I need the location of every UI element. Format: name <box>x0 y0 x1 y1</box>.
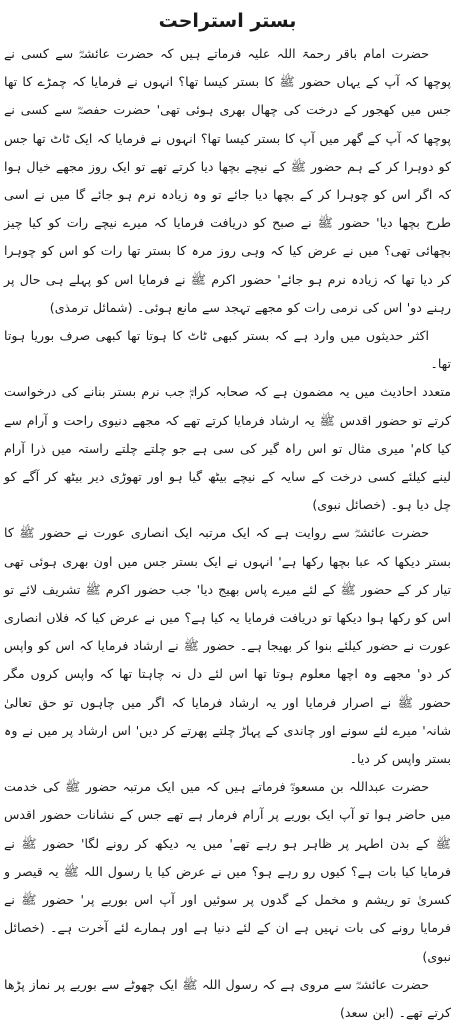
paragraph-imam-baqir: حضرت امام باقر رحمۃ اللہ علیہ فرماتے ہیں کہ حضرت عائشہؓ سے کسی نے پوچھا کہ آپ کے یہاں حضور ﷺ کا بستر کیسا تھا؟ انہوں نے فرمایا کہ چمڑے کا تھا جس میں کھجور کے درخت کی چھال بھری ہوئی تھی' حضرت حفصہؓ سے کسی نے پوچھا کہ آپ کے گھر میں آپ کا بستر کیسا تھا؟ انہوں نے فرمایا کہ ایک ٹاٹ تھا جس کو دوہرا کر کے ہم حضور ﷺ کے نیچے بچھا دیا کرتے تھے تو ایک روز مجھے خیال ہوا کہ اگر اس کو چوہرا کر کے بچھا دیا جائے تو وہ زیادہ نرم ہو جائے گا میں نے اسی طرح بچھا دیا' حضور ﷺ نے صبح کو دریافت فرمایا کہ میرے نیچے رات کو کیا چیز بچھائی تھی؟ میں نے عرض کیا کہ وہی روز مرہ کا بستر تھا رات کو اس کو چوہرا کر دیا تھا کہ زیادہ نرم ہو جائے' حضور اکرم ﷺ نے فرمایا اس کو پہلے ہی حال پر رہنے دو' اس کی نرمی رات کو مجھے تہجد سے مانع ہوئی۔ (شمائل ترمذی) <box>4 46 451 315</box>
paragraph-tat-note: اکثر حدیثوں میں وارد ہے کہ بستر کبھی ٹاٹ کا ہوتا تھا کبھی صرف بوریا ہوتا تھا۔ <box>4 328 451 372</box>
paragraph-ansari-aurat: حضرت عائشہؓ سے روایت ہے کہ ایک مرتبہ ایک انصاری عورت نے حضور ﷺ کا بستر دیکھا کہ عبا بچھا رکھا ہے' انہوں نے ایک بستر جس میں اون بھری ہوئی تھی تیار کر کے حضور ﷺ کے لئے میرے پاس بھیج دیا' جب حضور اکرم ﷺ تشریف لائے تو اس کو رکھا ہوا دیکھا تو دریافت فرمایا یہ کیا ہے؟ میں نے عرض کیا کہ فلاں انصاری عورت نے حضور کیلئے بنوا کر بھیجا ہے۔ حضور ﷺ نے ارشاد فرمایا کہ اس کو واپس کر دو' مجھے وہ اچھا معلوم ہوتا تھا اس لئے دل نہ چاہتا تھا کہ واپس کروں مگر حضور ﷺ نے اصرار فرمایا اور یہ ارشاد فرمایا کہ اگر میں چاہوں تو حق تعالیٰ شانہ' میرے لئے سونے اور چاندی کے پہاڑ چلتے پھرتے کر دیں' اس ارشاد پر میں نے وہ بستر واپس کر دیا۔ <box>4 525 451 767</box>
paragraph-chhota-boriya: حضرت عائشہؓ سے مروی ہے کہ رسول اللہ ﷺ ایک چھوٹے سے بوریے پر نماز پڑھا کرتے تھے۔ (ابن سعد) <box>4 976 451 1020</box>
paragraph-ibn-masood: حضرت عبداللہ بن مسعودؓ فرماتے ہیں کہ میں ایک مرتبہ حضور ﷺ کی خدمت میں حاضر ہوا تو آپ ایک بوریے پر آرام فرمار ہے تھے جس کے نشانات حضور اقدس ﷺ کے بدن اطہر پر ظاہر ہو رہے تھے' میں یہ دیکھ کر رونے لگا' حضور ﷺ نے فرمایا کیا بات ہے؟ کیوں رو رہے ہو؟ میں نے عرض کیا یا رسول اللہ ﷺ یہ قیصر و کسریٰ تو ریشم و مخمل کے گدوں پر سوئیں اور آپ اس بوریے پر' حضور ﷺ نے فرمایا رونے کی بات نہیں ہے ان کے لئے دنیا ہے اور ہمارے لئے آخرت ہے۔ (خصائل نبوی) <box>4 779 451 964</box>
page-title: بستر استراحت <box>158 10 297 32</box>
paragraph-musafir-misal: متعدد احادیث میں یہ مضمون ہے کہ صحابہ کرامؓ جب نرم بستر بنانے کی درخواست کرتے تو حضور اقدس ﷺ یہ ارشاد فرمایا کرتے تھے کہ مجھے دنیوی راحت و آرام سے کیا کام' میری مثال تو اس راہ گیر کی سی ہے جو چلتے چلتے راستہ میں ذرا آرام لینے کیلئے کسی درخت کے سایہ کے نیچے بیٹھ گیا ہو اور تھوڑی دیر بیٹھ کر آگے کو چل دیا ہو۔ (خصائل نبوی) <box>4 384 451 513</box>
document-page <box>4 6 451 1020</box>
